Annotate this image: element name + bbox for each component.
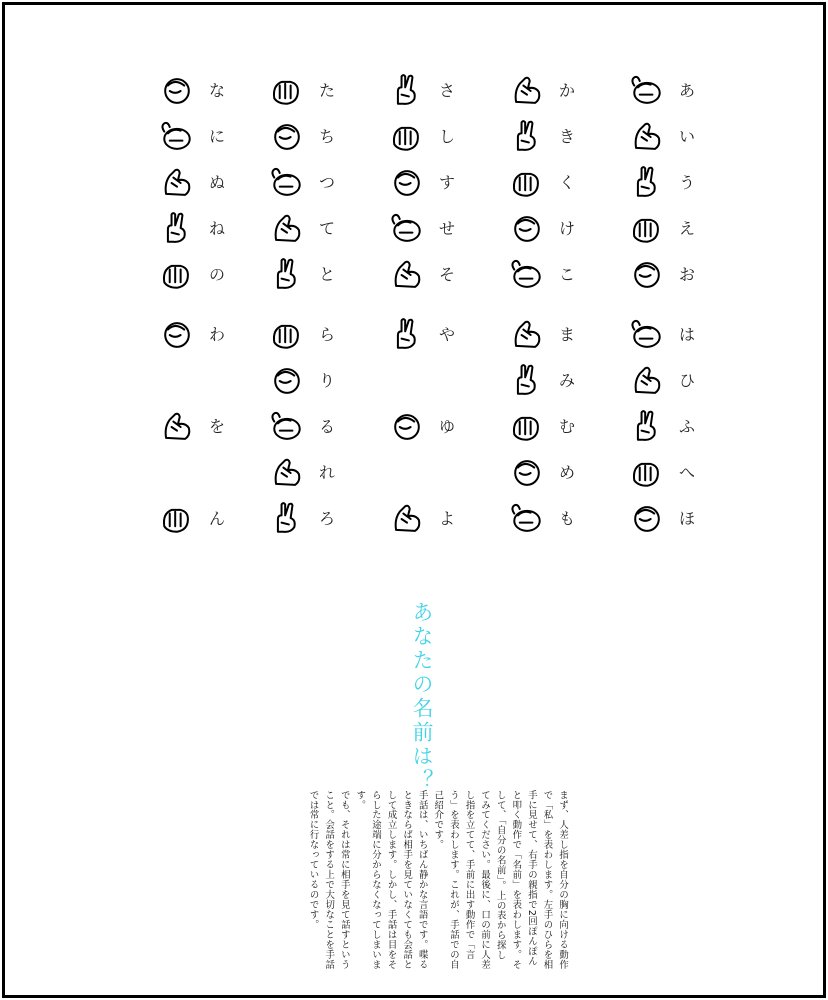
kana-cell-ya bbox=[387, 315, 477, 355]
kana-label: つ bbox=[318, 173, 335, 192]
se-handshape-icon bbox=[387, 209, 427, 249]
kana-label: も bbox=[558, 509, 575, 528]
kana-cell-ma bbox=[507, 499, 597, 539]
kana-cell-ha bbox=[627, 315, 717, 355]
he-handshape-icon bbox=[627, 453, 667, 493]
yu-handshape-icon bbox=[387, 407, 427, 447]
kana-cell-ma bbox=[507, 453, 597, 493]
kana-label: ろ bbox=[318, 509, 335, 528]
kana-label: と bbox=[318, 265, 335, 284]
ri-handshape-icon bbox=[267, 361, 307, 401]
kana-cell-sa bbox=[387, 209, 477, 249]
kana-label: れ bbox=[318, 463, 335, 482]
u-handshape-icon bbox=[627, 163, 667, 203]
na-handshape-icon bbox=[157, 71, 197, 111]
kana-label: ま bbox=[558, 325, 575, 344]
n-handshape-icon bbox=[157, 499, 197, 539]
shi-handshape-icon bbox=[387, 117, 427, 157]
kana-label: た bbox=[318, 81, 335, 100]
kana-cell-ma bbox=[507, 361, 597, 401]
chi-handshape-icon bbox=[267, 117, 307, 157]
kana-label: る bbox=[318, 417, 335, 436]
kana-cell-ma bbox=[507, 315, 597, 355]
kana-cell-a bbox=[627, 255, 717, 295]
ra-handshape-icon bbox=[267, 315, 307, 355]
kana-label: し bbox=[438, 127, 455, 146]
i-handshape-icon bbox=[627, 117, 667, 157]
to-handshape-icon bbox=[267, 255, 307, 295]
no-handshape-icon bbox=[157, 255, 197, 295]
body-paragraph: まず、人差し指を自分の胸に向ける動作で「私」を表わします。左手のひらを相手に見せて、右手の親指で2回ぽんぽんと叩く動作で「名前」を表わします。そして、「自分の名前」。上の表から探してみてください。最後に、口の前に人差し指を立てて、手前に出す動作で「言う」を表わします。これが、手話での自己紹介です。 bbox=[432, 790, 569, 970]
kana-label: ん bbox=[208, 509, 225, 528]
kana-cell-ma bbox=[507, 407, 597, 447]
kana-cell-ya bbox=[387, 407, 477, 447]
kana-cell-na bbox=[157, 71, 247, 111]
kana-label: ほ bbox=[678, 509, 695, 528]
kana-label: て bbox=[318, 219, 335, 238]
kana-cell-ta bbox=[267, 209, 357, 249]
kana-label: や bbox=[438, 325, 455, 344]
nu-handshape-icon bbox=[157, 163, 197, 203]
kana-label: か bbox=[558, 81, 575, 100]
ni-handshape-icon bbox=[157, 117, 197, 157]
kana-label: う bbox=[678, 173, 695, 192]
kana-label: ね bbox=[208, 219, 225, 238]
kana-label: な bbox=[208, 81, 225, 100]
kana-cell-sa bbox=[387, 117, 477, 157]
kana-cell-ka bbox=[507, 209, 597, 249]
kana-cell-a bbox=[627, 163, 717, 203]
re-handshape-icon bbox=[267, 453, 307, 493]
kana-label: く bbox=[558, 173, 575, 192]
ta-handshape-icon bbox=[267, 71, 307, 111]
kana-cell-sa bbox=[387, 255, 477, 295]
ke-handshape-icon bbox=[507, 209, 547, 249]
body-paragraph: でも、それは常に相手を見て話すということ。会話をする上で大切なことを手話では常に行なっているのです。 bbox=[307, 790, 350, 970]
kana-cell-ha bbox=[627, 499, 717, 539]
ka-handshape-icon bbox=[507, 71, 547, 111]
kana-label: ゆ bbox=[438, 417, 455, 436]
mi-handshape-icon bbox=[507, 361, 547, 401]
tsu-handshape-icon bbox=[267, 163, 307, 203]
kana-label: え bbox=[678, 219, 695, 238]
o-handshape-icon bbox=[627, 255, 667, 295]
kana-cell-na bbox=[157, 117, 247, 157]
su-handshape-icon bbox=[387, 163, 427, 203]
kana-cell-ra bbox=[267, 499, 357, 539]
kana-cell-sa bbox=[387, 71, 477, 111]
kana-label: ち bbox=[318, 127, 335, 146]
kana-label: こ bbox=[558, 265, 575, 284]
e-handshape-icon bbox=[627, 209, 667, 249]
kana-cell-na bbox=[157, 209, 247, 249]
kana-label: さ bbox=[438, 81, 455, 100]
kana-cell-ka bbox=[507, 163, 597, 203]
kana-label: ら bbox=[318, 325, 335, 344]
sa-handshape-icon bbox=[387, 71, 427, 111]
kana-label: ひ bbox=[678, 371, 695, 390]
kana-label: み bbox=[558, 371, 575, 390]
article-title: あなたの名前は？ bbox=[410, 601, 434, 793]
kana-cell-a bbox=[627, 117, 717, 157]
kana-cell-a bbox=[627, 71, 717, 111]
kana-label: そ bbox=[438, 265, 455, 284]
ha-handshape-icon bbox=[627, 315, 667, 355]
kana-label: り bbox=[318, 371, 335, 390]
kana-label: ぬ bbox=[208, 173, 225, 192]
mo-handshape-icon bbox=[507, 499, 547, 539]
so-handshape-icon bbox=[387, 255, 427, 295]
yo-handshape-icon bbox=[387, 499, 427, 539]
page-frame bbox=[2, 2, 826, 998]
kana-cell-ra bbox=[267, 407, 357, 447]
kana-cell-ha bbox=[627, 361, 717, 401]
kana-label: は bbox=[678, 325, 695, 344]
kana-label: を bbox=[208, 417, 225, 436]
kana-label: の bbox=[208, 265, 225, 284]
kana-label: め bbox=[558, 463, 575, 482]
kana-label: へ bbox=[678, 463, 695, 482]
mu-handshape-icon bbox=[507, 407, 547, 447]
ro-handshape-icon bbox=[267, 499, 307, 539]
kana-cell-na bbox=[157, 255, 247, 295]
kana-cell-ra bbox=[267, 315, 357, 355]
kana-cell-na bbox=[157, 163, 247, 203]
kana-cell-ka bbox=[507, 71, 597, 111]
ru-handshape-icon bbox=[267, 407, 307, 447]
ho-handshape-icon bbox=[627, 499, 667, 539]
kana-cell-ya bbox=[387, 499, 477, 539]
ne-handshape-icon bbox=[157, 209, 197, 249]
kana-cell-ta bbox=[267, 71, 357, 111]
kana-cell-ha bbox=[627, 407, 717, 447]
kana-label: に bbox=[208, 127, 225, 146]
kana-cell-ta bbox=[267, 163, 357, 203]
kana-label: き bbox=[558, 127, 575, 146]
kana-cell-ra bbox=[267, 361, 357, 401]
kana-label: け bbox=[558, 219, 575, 238]
article-body bbox=[305, 790, 570, 970]
wa-handshape-icon bbox=[157, 315, 197, 355]
ko-handshape-icon bbox=[507, 255, 547, 295]
kana-label: お bbox=[678, 265, 695, 284]
te-handshape-icon bbox=[267, 209, 307, 249]
ku-handshape-icon bbox=[507, 163, 547, 203]
kana-label: む bbox=[558, 417, 575, 436]
ya-handshape-icon bbox=[387, 315, 427, 355]
kana-cell-wa bbox=[157, 407, 247, 447]
kana-cell-wa bbox=[157, 499, 247, 539]
kana-label: あ bbox=[678, 81, 695, 100]
kana-label: わ bbox=[208, 325, 225, 344]
a-handshape-icon bbox=[627, 71, 667, 111]
kana-cell-ka bbox=[507, 117, 597, 157]
ma-handshape-icon bbox=[507, 315, 547, 355]
kana-label: せ bbox=[438, 219, 455, 238]
kana-cell-ha bbox=[627, 453, 717, 493]
kana-cell-ta bbox=[267, 117, 357, 157]
ki-handshape-icon bbox=[507, 117, 547, 157]
kana-label: い bbox=[678, 127, 695, 146]
fu-handshape-icon bbox=[627, 407, 667, 447]
kana-label: ふ bbox=[678, 417, 695, 436]
wo-handshape-icon bbox=[157, 407, 197, 447]
kana-cell-sa bbox=[387, 163, 477, 203]
hi-handshape-icon bbox=[627, 361, 667, 401]
me-handshape-icon bbox=[507, 453, 547, 493]
kana-cell-a bbox=[627, 209, 717, 249]
kana-cell-ka bbox=[507, 255, 597, 295]
kana-cell-ra bbox=[267, 453, 357, 493]
kana-label: よ bbox=[438, 509, 455, 528]
kana-label: す bbox=[438, 173, 455, 192]
kana-cell-wa bbox=[157, 315, 247, 355]
body-paragraph: 手話は、いちばん静かな言語です。喋るときならば相手を見ていなくても会話として成立します。しかし、手話は目をそらした途端に分からなくなってしまいます。 bbox=[354, 790, 428, 970]
kana-cell-ta bbox=[267, 255, 357, 295]
